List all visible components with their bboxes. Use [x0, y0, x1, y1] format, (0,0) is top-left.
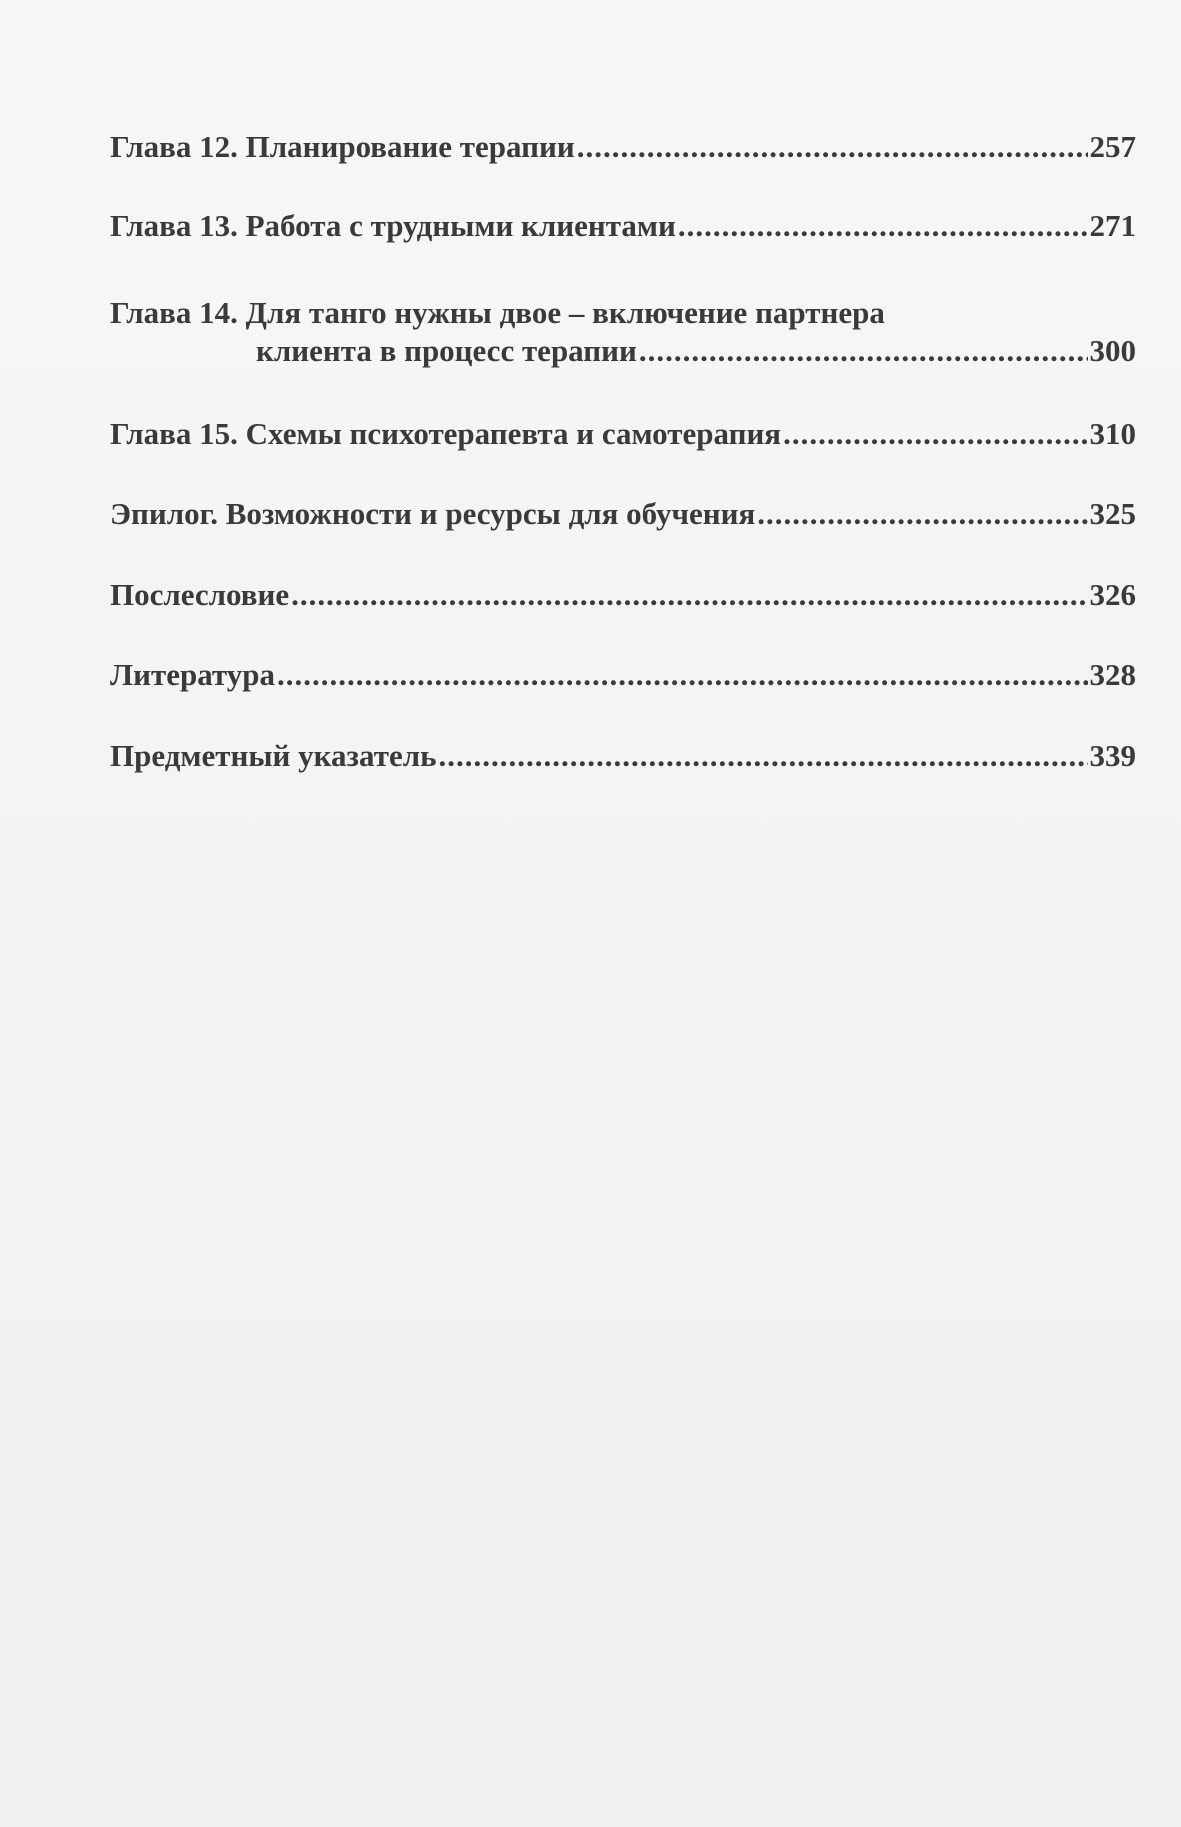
- toc-entry-epilogue: [110, 495, 1136, 533]
- toc-line: [110, 495, 1136, 533]
- leader-dots: [757, 495, 1087, 533]
- toc-entry-subject-index: [110, 737, 1136, 775]
- toc-entry-page: 310: [1089, 416, 1136, 451]
- toc-entry-title: Послесловие: [110, 577, 290, 612]
- toc-line: [110, 737, 1136, 775]
- toc-entry-references: [110, 656, 1136, 694]
- toc-line: [110, 415, 1136, 453]
- leader-dots: [291, 576, 1087, 614]
- leader-dots: [639, 332, 1088, 370]
- toc-line: [110, 294, 1136, 332]
- toc-line: [110, 576, 1136, 614]
- toc-line: [110, 656, 1136, 694]
- toc-entry-page: 325: [1089, 496, 1136, 531]
- toc-entry-page: 328: [1089, 657, 1136, 692]
- toc-entry-title: Литература: [110, 657, 275, 692]
- toc-line: [110, 207, 1136, 245]
- toc-entry-afterword: [110, 576, 1136, 614]
- leader-dots: [277, 656, 1088, 694]
- toc-entry-page: 271: [1089, 208, 1136, 243]
- toc-entry-page: 339: [1089, 738, 1136, 773]
- leader-dots: [438, 737, 1087, 775]
- toc-entry-title: Предметный указатель: [110, 738, 437, 773]
- toc-line: [110, 332, 1136, 370]
- toc-entry-page: 326: [1089, 577, 1136, 612]
- toc-entry-title-line2: клиента в процесс терапии: [256, 333, 637, 368]
- toc-entry-chapter-14: [110, 294, 1136, 370]
- toc-entry-title: Глава 12. Планирование терапии: [110, 129, 575, 164]
- toc-entry-title: Глава 15. Схемы психотерапевта и самотерапия: [110, 416, 782, 451]
- toc-entry-title-line1: Глава 14. Для танго нужны двое – включение партнера: [110, 295, 885, 330]
- leader-dots: [577, 128, 1088, 166]
- toc-entry-chapter-15: [110, 415, 1136, 453]
- toc-entry-title: Эпилог. Возможности и ресурсы для обучения: [110, 496, 756, 531]
- toc-entry-chapter-12: [110, 128, 1136, 166]
- leader-dots: [783, 415, 1087, 453]
- toc-line: [110, 128, 1136, 166]
- leader-dots: [678, 207, 1088, 245]
- toc-entry-page: 257: [1089, 129, 1136, 164]
- toc-entry-chapter-13: [110, 207, 1136, 245]
- toc-entry-page: 300: [1089, 333, 1136, 368]
- toc-entry-title: Глава 13. Работа с трудными клиентами: [110, 208, 676, 243]
